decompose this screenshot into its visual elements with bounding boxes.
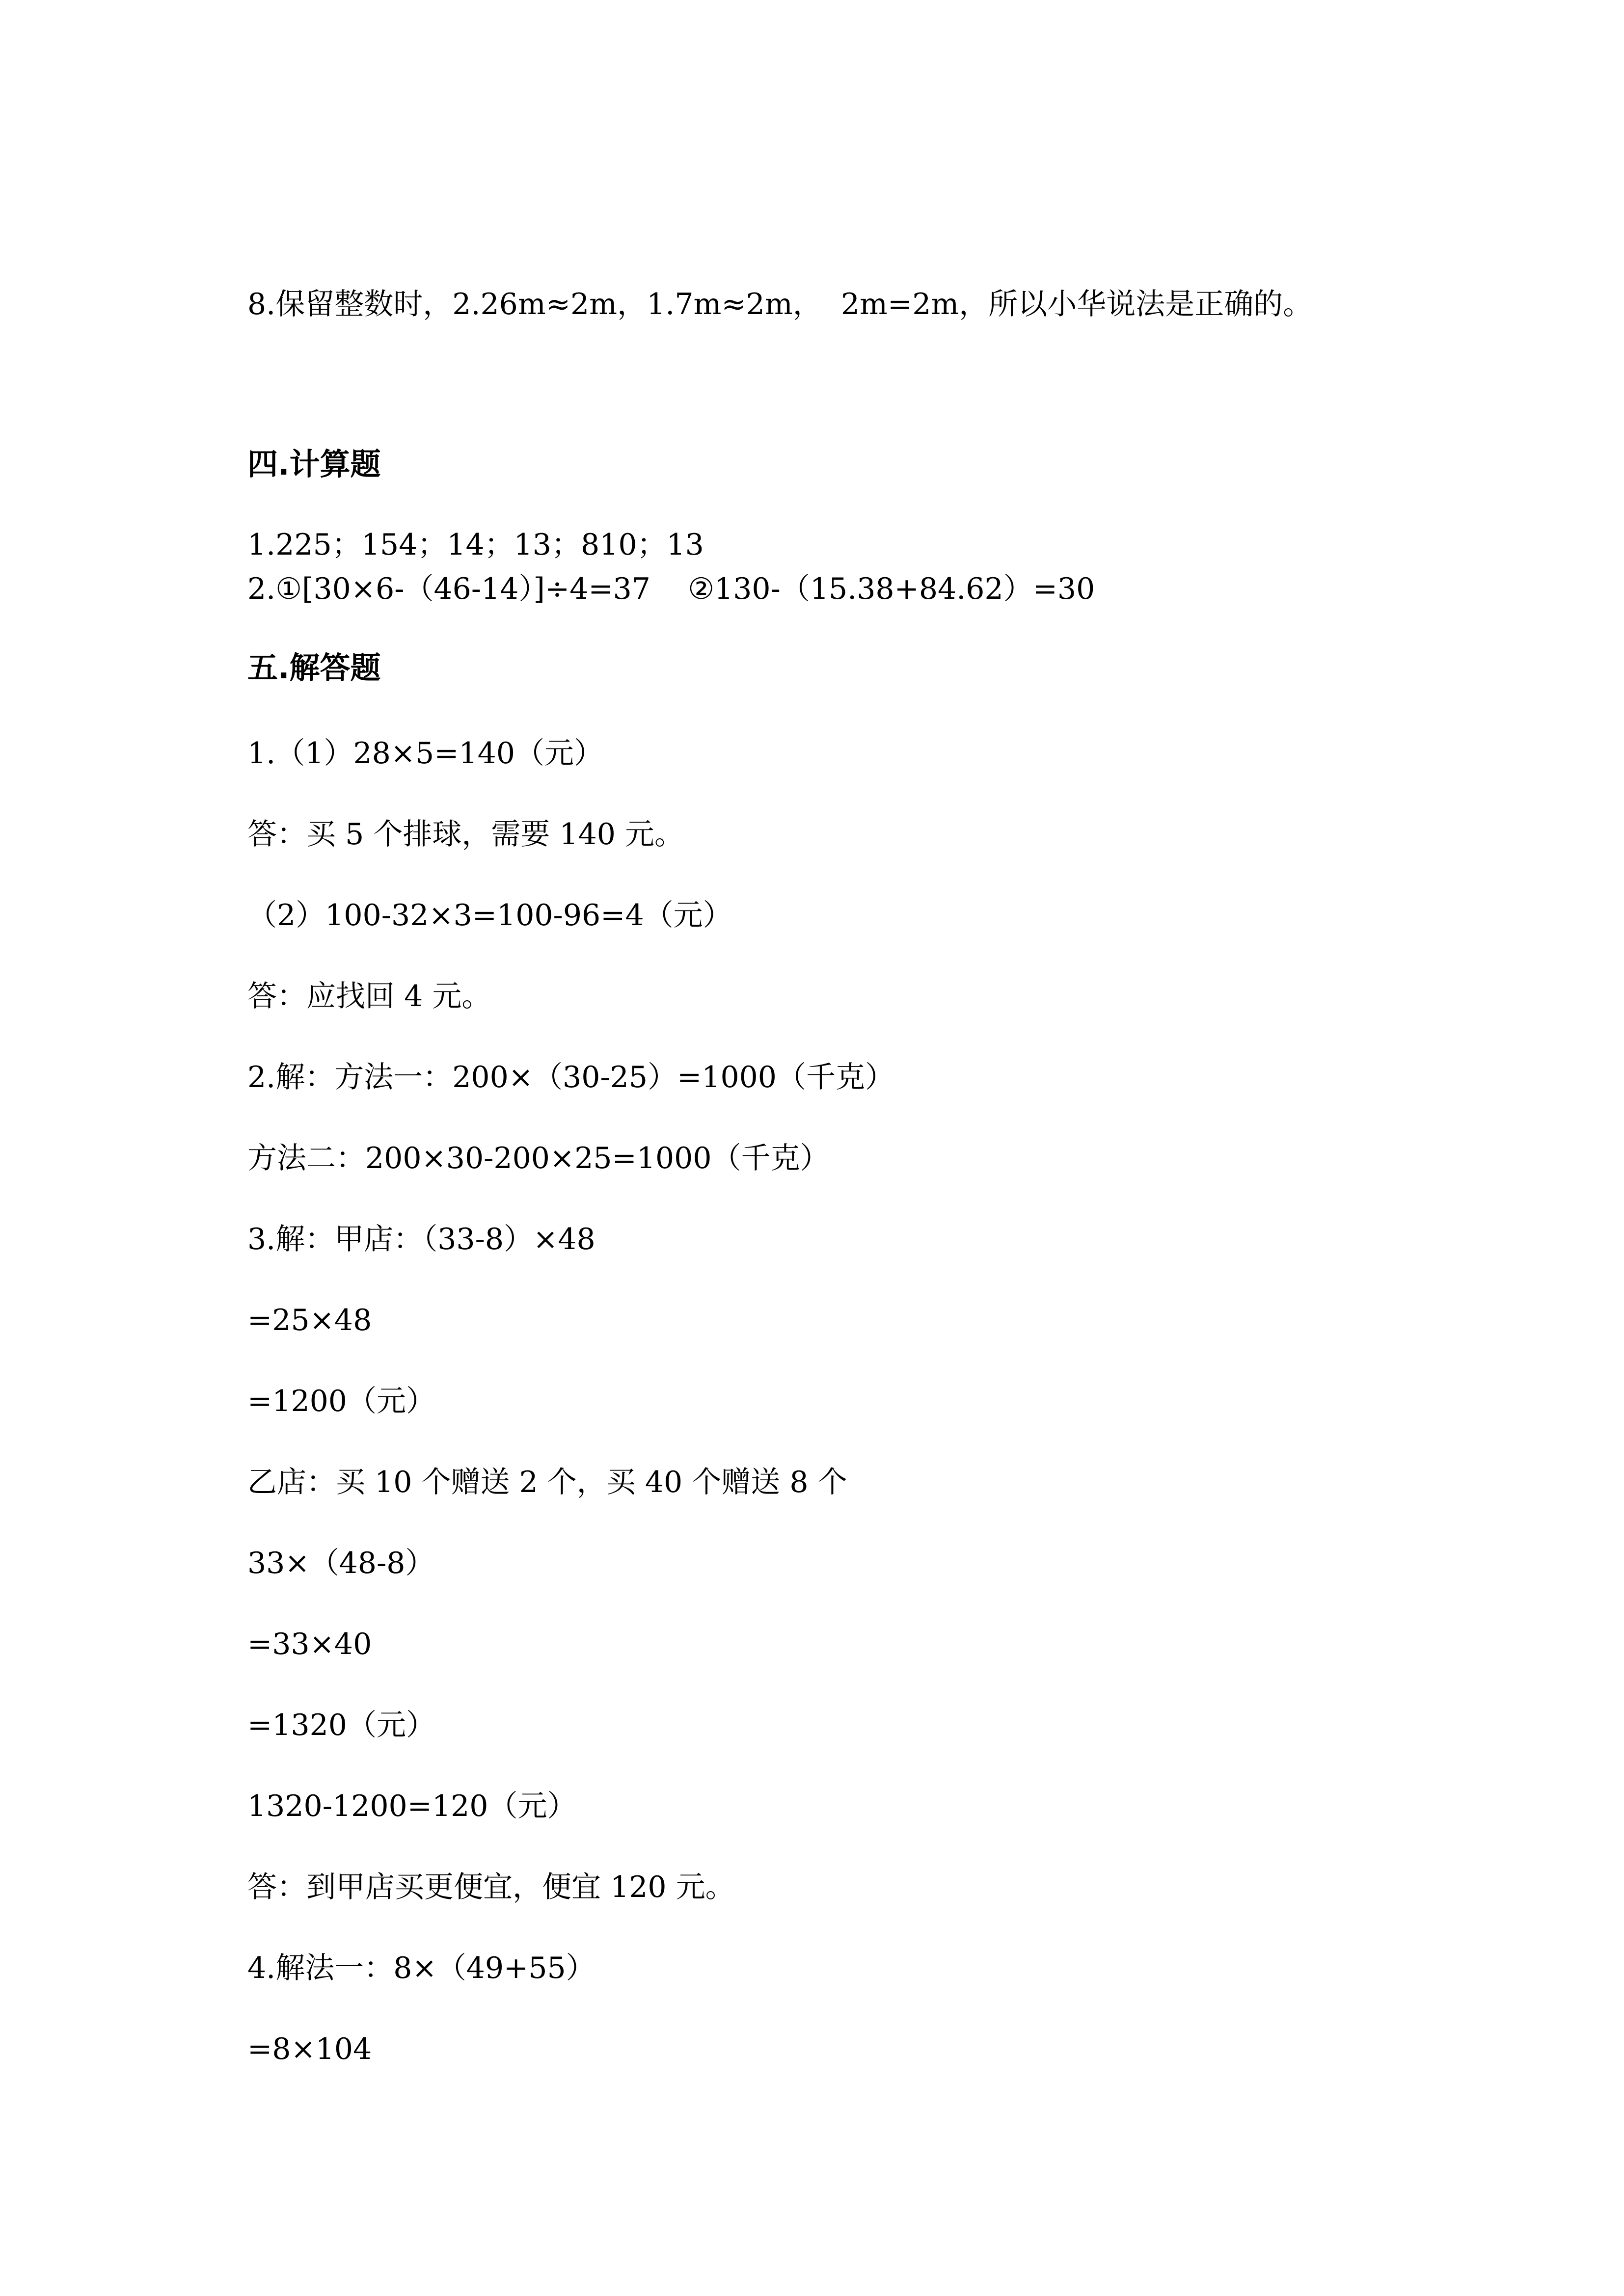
answer-line: 3.解：甲店：（33-8）×48 — [247, 1222, 595, 1256]
answer-line: =33×40 — [247, 1627, 372, 1661]
answer-line: 1320-1200=120（元） — [247, 1789, 577, 1823]
answer-line: 2.解：方法一：200×（30-25）=1000（千克） — [247, 1060, 894, 1095]
answer-line: =1320（元） — [247, 1708, 435, 1742]
answer-line: 答：应找回 4 元。 — [247, 979, 491, 1014]
answer-line: =25×48 — [247, 1303, 372, 1337]
answer-line: =1200（元） — [247, 1384, 435, 1418]
answer-line: 乙店：买 10 个赠送 2 个，买 40 个赠送 8 个 — [247, 1465, 847, 1499]
answer-line: 2.①[30×6-（46-14）]÷4=37 ②130-（15.38+84.62）=30 — [247, 572, 1095, 606]
answer-line: 答：买 5 个排球，需要 140 元。 — [247, 817, 684, 852]
answer-line: 1.（1）28×5=140（元） — [247, 736, 604, 771]
answer-line: 4.解法一：8×（49+55） — [247, 1951, 595, 1985]
answer-line: 答：到甲店买更便宜，便宜 120 元。 — [247, 1870, 735, 1904]
section-heading-calculation: 四.计算题 — [247, 446, 381, 482]
answer-line: 1.225；154；14；13；810；13 — [247, 528, 704, 562]
answer-line: 33×（48-8） — [247, 1546, 435, 1580]
answer-line: =8×104 — [247, 2032, 372, 2066]
section-heading-word-problems: 五.解答题 — [247, 650, 381, 686]
answer-line: （2）100-32×3=100-96=4（元） — [247, 898, 732, 933]
answer-line: 方法二：200×30-200×25=1000（千克） — [247, 1141, 830, 1175]
answer-line-8: 8.保留整数时，2.26m≈2m，1.7m≈2m， 2m=2m，所以小华说法是正确的。 — [247, 287, 1313, 321]
